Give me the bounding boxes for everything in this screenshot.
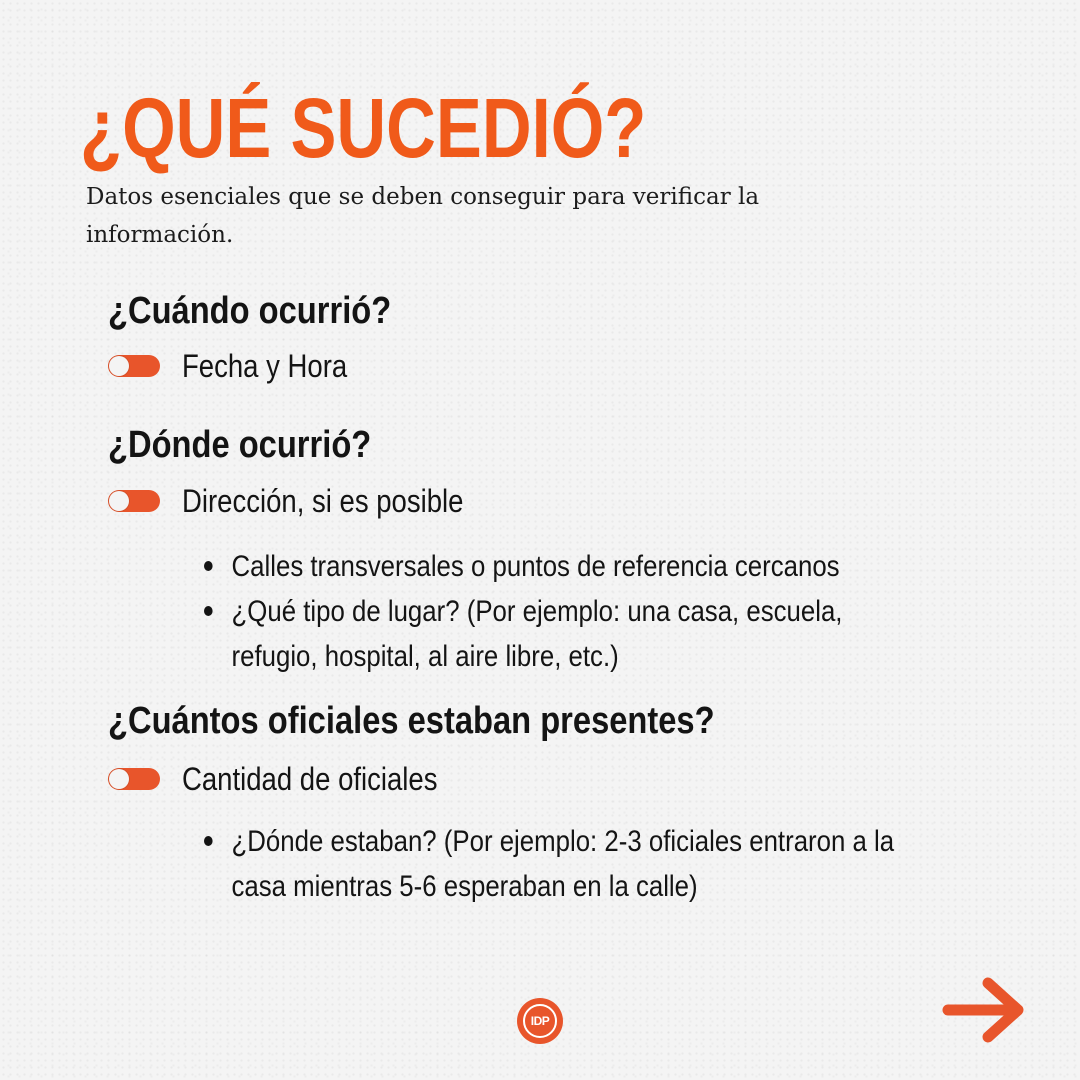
list-item (204, 544, 909, 589)
toggle-label-date-time: Fecha y Hora (182, 348, 348, 384)
section-heading-when: ¿Cuándo ocurrió? (108, 290, 392, 332)
list-item-text: Calles transversales o puntos de referencia cercanos (231, 550, 840, 583)
logo-text: IDP (530, 1014, 550, 1028)
toggle-knob (109, 356, 129, 376)
page-subtitle: Datos esenciales que se deben conseguir para verificar la información. (86, 184, 760, 248)
toggle-row-address (108, 481, 509, 521)
section-heading-where: ¿Dónde ocurrió? (108, 424, 372, 466)
list-item-text: ¿Qué tipo de lugar? (Por ejemplo: una casa, escuela, refugio, hospital, al aire libre, etc.) (231, 595, 843, 673)
bullet-list-officers (204, 819, 1024, 909)
bullet-list-where (204, 544, 1024, 679)
list-item-text: ¿Dónde estaban? (Por ejemplo: 2-3 oficiales entraron a la casa mientras 5-6 esperaban en la calle) (231, 825, 895, 903)
toggle-icon (108, 355, 160, 377)
toggle-icon (108, 768, 160, 790)
toggle-row-officer-count (108, 759, 479, 799)
toggle-label-officer-count: Cantidad de oficiales (182, 761, 438, 797)
page-title: ¿QUÉ SUCEDIÓ? (80, 81, 647, 175)
bullet-icon (204, 606, 213, 616)
toggle-row-date-time (108, 346, 374, 386)
bullet-icon (204, 836, 213, 846)
list-item (204, 589, 909, 679)
section-heading-officers: ¿Cuántos oficiales estaban presentes? (108, 700, 715, 742)
idp-logo (517, 998, 563, 1044)
bullet-icon (204, 561, 213, 571)
toggle-knob (109, 491, 129, 511)
arrow-right-icon[interactable] (940, 975, 1030, 1045)
list-item (204, 819, 909, 909)
toggle-knob (109, 769, 129, 789)
logo-ring (523, 1004, 557, 1038)
toggle-label-address: Dirección, si es posible (182, 483, 464, 519)
toggle-icon (108, 490, 160, 512)
